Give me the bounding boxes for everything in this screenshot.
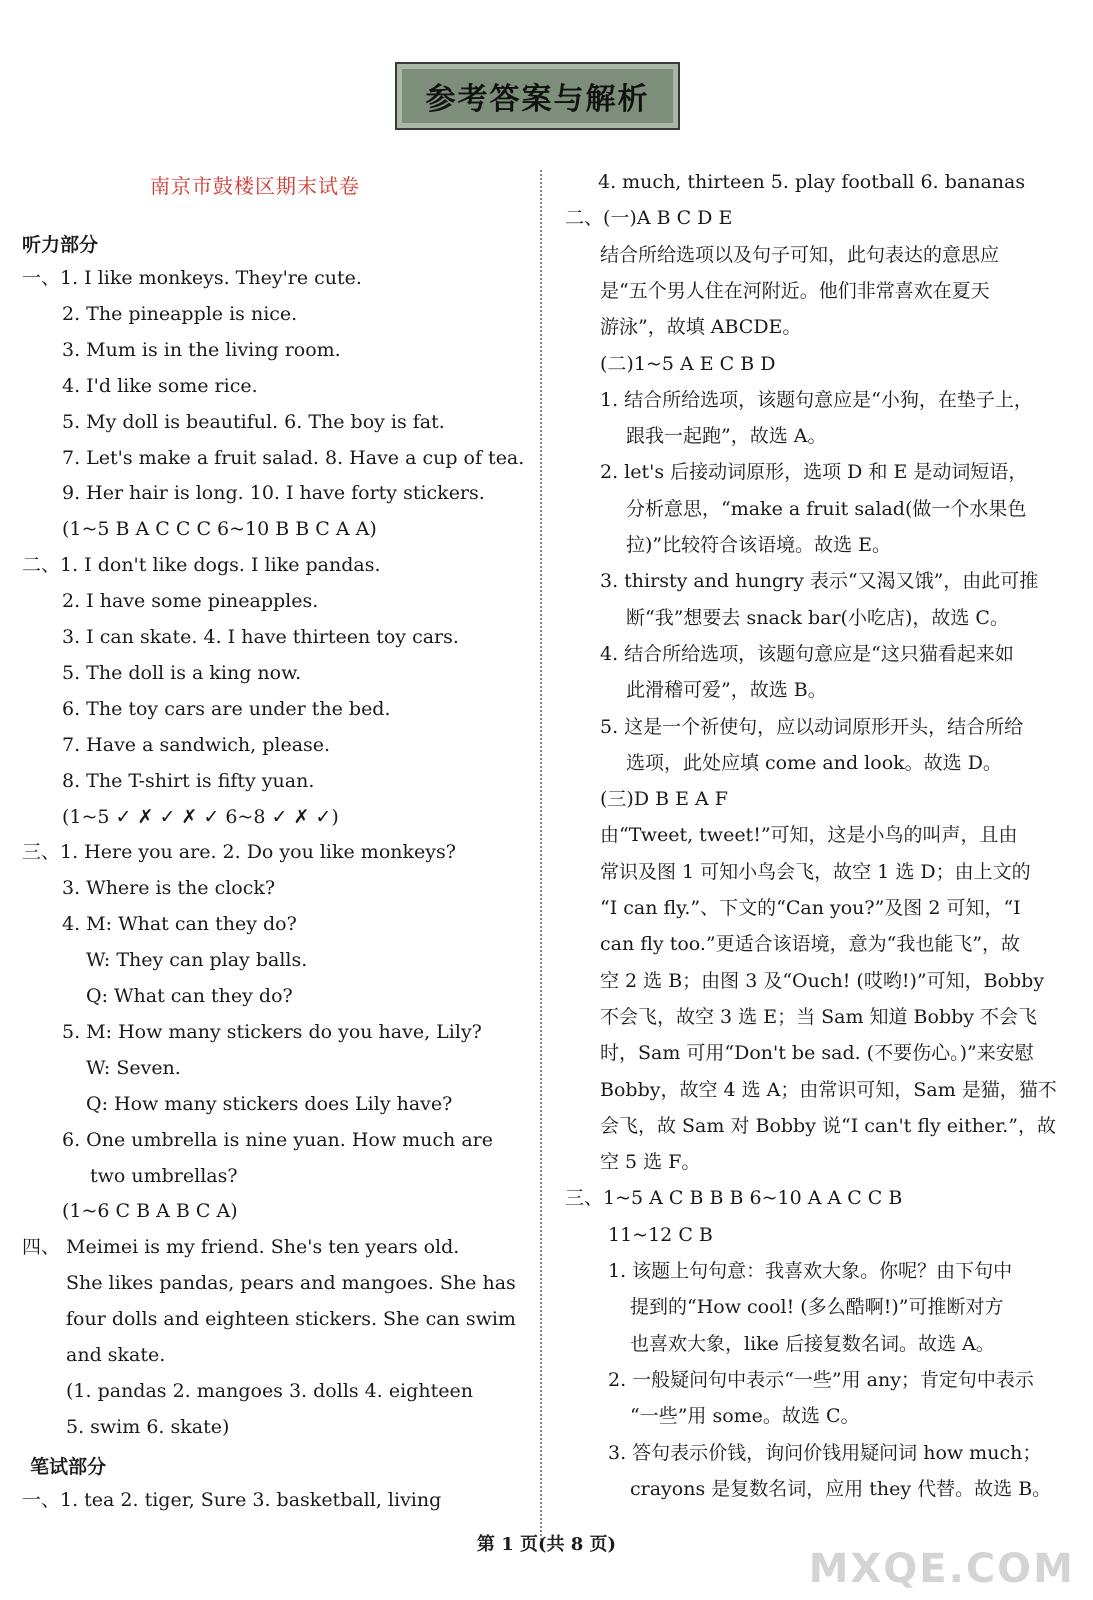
answer-line: two umbrellas?: [90, 1164, 238, 1187]
answer-line: 拉)”比较符合该语境。故选 E。: [626, 534, 892, 556]
written-heading: 笔试部分: [30, 1456, 107, 1478]
answer-line: 3. Mum is in the living room.: [62, 338, 341, 361]
answer-line: 3. Where is the clock?: [62, 877, 276, 900]
answer-line: 分析意思，“make a fruit salad(做一个水果色: [626, 497, 1027, 520]
answer-line: can fly too.”更适合该语境，意为“我也能飞”，故: [600, 933, 1021, 956]
answer-line: 2. 一般疑问句中表示“一些”用 any；肯定句中表示: [608, 1368, 1034, 1391]
answer-line: 4. much, thirteen 5. play football 6. bananas: [598, 171, 1026, 193]
column-divider: [540, 170, 542, 1540]
answer-line: 6. The toy cars are under the bed.: [62, 697, 391, 720]
answer-line: Q: How many stickers does Lily have?: [86, 1092, 453, 1115]
answer-line: 2. let's 后接动词原形，选项 D 和 E 是动词短语，: [600, 461, 1028, 484]
answer-line: 空 5 选 F。: [600, 1151, 701, 1174]
answer-line: (1~5 ✓ ✗ ✓ ✗ ✓ 6~8 ✓ ✗ ✓): [62, 805, 339, 828]
answer-line: (三)D B E A F: [600, 788, 728, 811]
answer-line: 不会飞，故空 3 选 E；当 Sam 知道 Bobby 不会飞: [600, 1005, 1038, 1028]
answer-line: Q: What can they do?: [86, 985, 293, 1007]
answer-line: 2. The pineapple is nice.: [62, 302, 298, 325]
answer-line: 时，Sam 可用“Don't be sad. (不要伤心。)”来安慰: [600, 1042, 1034, 1065]
answer-line: 三、1. Here you are. 2. Do you like monkeys?: [22, 841, 456, 864]
answer-line: and skate.: [66, 1344, 166, 1366]
answer-line: 5. The doll is a king now.: [62, 661, 302, 684]
answer-line: 5. 这是一个祈使句，应以动词原形开头，结合所给: [600, 715, 1024, 738]
answer-line: 7. Let's make a fruit salad. 8. Have a cup of tea.: [62, 446, 525, 469]
answer-line: 跟我一起跑”，故选 A。: [626, 425, 827, 448]
answer-line: (1~6 C B A B C A): [62, 1200, 238, 1223]
answer-line: 3. 答句表示价钱，询问价钱用疑问词 how much；: [608, 1441, 1042, 1464]
answer-line: 5. My doll is beautiful. 6. The boy is fat.: [62, 410, 445, 433]
answer-line: 8. The T-shirt is fifty yuan.: [62, 769, 315, 792]
answer-line: “I can fly.”、下文的“Can you?”及图 2 可知，“I: [600, 897, 1021, 919]
answer-line: 二、1. I don't like dogs. I like pandas.: [22, 554, 381, 577]
answer-line: 常识及图 1 可知小鸟会飞，故空 1 选 D；由上文的: [600, 860, 1031, 883]
answer-line: 7. Have a sandwich, please.: [62, 733, 331, 756]
answer-line: 4. M: What can they do?: [62, 913, 297, 936]
answer-line: 6. One umbrella is nine yuan. How much are: [62, 1128, 493, 1151]
answer-line: (1. pandas 2. mangoes 3. dolls 4. eighteen: [66, 1379, 473, 1402]
answer-line: 此滑稽可爱”，故选 B。: [626, 679, 827, 702]
answer-line: four dolls and eighteen stickers. She can swim: [66, 1308, 516, 1331]
answer-line: W: They can play balls.: [86, 949, 308, 972]
answer-line: 二、(一)A B C D E: [565, 207, 733, 230]
answer-line: She likes pandas, pears and mangoes. She has: [66, 1272, 516, 1295]
answer-line: 3. thirsty and hungry 表示“又渴又饿”，由此可推: [600, 570, 1039, 593]
answer-line: 也喜欢大象，like 后接复数名词。故选 A。: [630, 1332, 995, 1355]
answer-line: 3. I can skate. 4. I have thirteen toy cars.: [62, 626, 459, 648]
answer-line: 5. M: How many stickers do you have, Lily?: [62, 1020, 482, 1043]
answer-line: 4. I'd like some rice.: [62, 374, 258, 397]
answer-line: 选项，此处应填 come and look。故选 D。: [626, 751, 1002, 774]
answer-line: 三、1~5 A C B B B 6~10 A A C C B: [565, 1187, 903, 1210]
answer-line: (1~5 B A C C C 6~10 B B C A A): [62, 518, 377, 541]
answer-line: 2. I have some pineapples.: [62, 590, 319, 613]
page-title-box: [395, 62, 680, 130]
listening-heading: 听力部分: [22, 234, 99, 256]
exam-title: 南京市鼓楼区期末试卷: [150, 174, 360, 198]
watermark: MXQE.COM: [808, 1546, 1075, 1592]
answer-line: “一些”用 some。故选 C。: [630, 1405, 860, 1428]
answer-line: 由“Tweet, tweet!”可知，这是小鸟的叫声，且由: [600, 824, 1018, 847]
answer-line: 1. 结合所给选项，该题句意应是“小狗，在垫子上，: [600, 388, 1033, 411]
answer-line: 1. 该题上句句意：我喜欢大象。你呢？由下句中: [608, 1260, 1013, 1282]
answer-line: (二)1~5 A E C B D: [600, 352, 776, 375]
answer-line: 4. 结合所给选项，该题句意应是“这只猫看起来如: [600, 642, 1014, 665]
answer-line: 9. Her hair is long. 10. I have forty stickers.: [62, 482, 485, 505]
answer-line: 11~12 C B: [608, 1223, 713, 1246]
answer-line: 一、1. I like monkeys. They're cute.: [22, 267, 362, 289]
page-title: 参考答案与解析: [425, 82, 650, 117]
answer-line: 断“我”想要去 snack bar(小吃店)，故选 C。: [626, 606, 1009, 629]
answer-line: W: Seven.: [86, 1056, 181, 1079]
answer-line: crayons 是复数名词，应用 they 代替。故选 B。: [630, 1477, 1052, 1500]
answer-line: 一、1. tea 2. tiger, Sure 3. basketball, living: [22, 1489, 442, 1511]
answer-line: 提到的“How cool! (多么酷啊!)”可推断对方: [630, 1296, 1004, 1319]
answer-line: 是“五个男人住在河附近。他们非常喜欢在夏天: [600, 279, 990, 302]
answer-line: 5. swim 6. skate): [66, 1415, 230, 1438]
answer-line: Bobby，故空 4 选 A；由常识可知，Sam 是猫，猫不: [600, 1078, 1057, 1101]
answer-line: 结合所给选项以及句子可知，此句表达的意思应: [600, 243, 1000, 266]
page-number: 第 1 页(共 8 页): [476, 1534, 617, 1555]
answer-line: 四、 Meimei is my friend. She's ten years old.: [22, 1236, 460, 1259]
answer-line: 空 2 选 B；由图 3 及“Ouch! (哎哟!)”可知，Bobby: [600, 969, 1045, 992]
answer-line: 游泳”，故填 ABCDE。: [600, 316, 802, 339]
answer-line: 会飞，故 Sam 对 Bobby 说“I can't fly either.”，故: [600, 1114, 1056, 1137]
